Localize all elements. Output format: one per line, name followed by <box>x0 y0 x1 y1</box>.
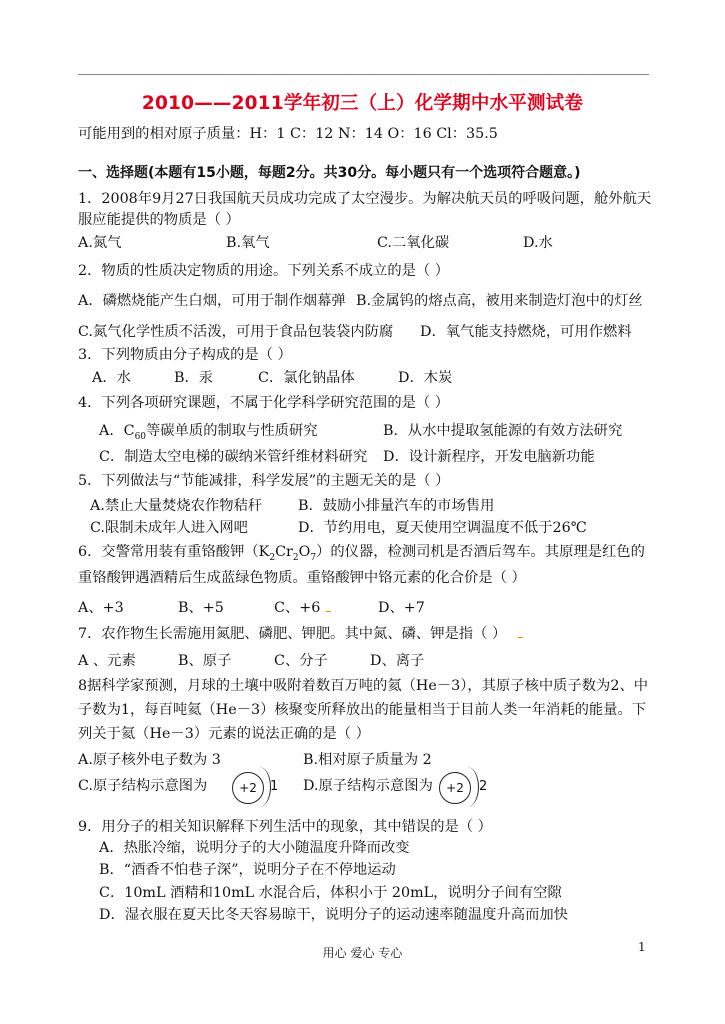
q5-option-b: B．鼓励小排量汽车的市场售用 <box>298 498 495 514</box>
q1-option-b: B.氧气 <box>226 235 270 251</box>
q1-option-c: C.二氧化碳 <box>377 235 450 251</box>
q1-stem-line2: 服应能提供的物质是（ ） <box>78 212 240 228</box>
q8-stem-line1: 8据科学家预测，月球的土壤中吸附着数百万吨的氦（He－3），其原子核中质子数为2、中 <box>78 678 649 694</box>
q2-option-c: C.氮气化学性质不活泼，可用于食品包装袋内防腐 <box>78 324 394 340</box>
q6-option-d: D、+7 <box>378 600 425 616</box>
q5-stem: 5．下列做法与“节能减排，科学发展”的主题无关的是（ ） <box>78 473 450 489</box>
q8-option-c: C.原子结构示意图为 <box>78 778 208 794</box>
q6-option-a: A、+3 <box>78 600 124 616</box>
decorative-mark <box>326 611 331 612</box>
q8-option-a: A.原子核外电子数为 3 <box>78 752 221 768</box>
q5-option-d: D．节约用电，夏天使用空调温度不低于26℃ <box>298 520 587 536</box>
q5-option-c: C.限制未成年人进入网吧 <box>90 520 248 536</box>
q8-c-nucleus: +2 <box>232 772 264 804</box>
q2-option-d: D．氧气能支持燃烧，可用作燃料 <box>420 324 632 340</box>
page-number: 1 <box>638 940 646 954</box>
q3-option-d: D．木炭 <box>398 370 453 386</box>
page-title: 2010——2011学年初三（上）化学期中水平测试卷 <box>141 93 584 114</box>
q4-option-c: C．制造太空电梯的碳纳米管纤维材料研究 <box>99 449 368 465</box>
q6-option-b: B、+5 <box>178 600 224 616</box>
page-footer: 用心 爱心 专心 <box>322 946 403 960</box>
q8-d-electron-shell <box>456 767 479 807</box>
q7-option-a: A 、元素 <box>78 653 136 669</box>
q7-option-c: C、分子 <box>274 653 328 669</box>
q8-stem-line2: 子数为1，每百吨氦（He－3）核聚变所释放出的能量相当于目前人类一年消耗的能量。下 <box>78 702 647 718</box>
q8-d-nucleus: +2 <box>439 772 471 804</box>
q2-option-b: B.金属钨的熔点高，被用来制造灯泡中的灯丝 <box>356 293 643 309</box>
q7-stem: 7．农作物生长需施用氮肥、磷肥、钾肥。其中氮、磷、钾是指（ ） <box>78 626 507 642</box>
q1-option-a: A.氮气 <box>78 235 122 251</box>
q1-option-d: D.水 <box>523 235 553 251</box>
q8-c-electron-shell <box>248 767 271 807</box>
q9-stem: 9．用分子的相关知识解释下列生活中的现象，其中错误的是（ ） <box>78 819 492 835</box>
q3-option-a: A．水 <box>92 370 131 386</box>
q6-stem-line2: 重铬酸钾遇酒精后生成蓝绿色物质。重铬酸钾中铬元素的化合价是（ ） <box>78 570 526 586</box>
q8-stem-line3: 列关于氦（He－3）元素的说法正确的是（ ） <box>78 726 370 742</box>
q9-option-d: D．湿衣服在夏天比冬天容易晾干，说明分子的运动速率随温度升高而加快 <box>99 907 568 923</box>
header-rule <box>78 74 649 75</box>
q8-option-b: B.相对原子质量为 2 <box>303 752 432 768</box>
atomic-masses-line: 可能用到的相对原子质量：H：1 C：12 N：14 O：16 Cl：35.5 <box>78 126 498 142</box>
q3-option-b: B．汞 <box>174 370 214 386</box>
q8-d-electron-count: 2 <box>479 779 488 794</box>
q8-c-electron-count: 1 <box>270 779 279 794</box>
q4-option-d: D．设计新程序，开发电脑新功能 <box>383 449 595 465</box>
q4-option-a: A．$C_{60}$等碳单质的制取与性质研究 <box>99 423 318 442</box>
q3-option-c: C．氯化钠晶体 <box>258 370 355 386</box>
q6-option-c: C、+6 <box>274 600 321 616</box>
q4-option-b: B．从水中提取氢能源的有效方法研究 <box>383 423 623 439</box>
q1-stem-line1: 1．2008年9月27日我国航天员成功完成了太空漫步。为解决航天员的呼吸问题，舱外航天 <box>78 191 652 207</box>
q5-option-a: A.禁止大量焚烧农作物秸秆 <box>90 498 263 514</box>
section-heading: 一、选择题(本题有15小题，每题2分。共30分。每小题只有一个选项符合题意。) <box>78 165 581 181</box>
q7-option-d: D、离子 <box>370 653 425 669</box>
q9-option-c: C．10mL 酒精和10mL 水混合后，体积小于 20mL，说明分子间有空隙 <box>99 885 562 901</box>
q4-stem: 4．下列各项研究课题，不属于化学科学研究范围的是（ ） <box>78 395 450 411</box>
q2-option-a: A．磷燃烧能产生白烟，可用于制作烟幕弹 <box>78 293 346 309</box>
q3-stem: 3．下列物质由分子构成的是（ ） <box>78 347 292 363</box>
q7-option-b: B、原子 <box>178 653 232 669</box>
q9-option-b: B．“酒香不怕巷子深”，说明分子在不停地运动 <box>99 862 396 878</box>
q8-option-d: D.原子结构示意图为 <box>303 778 433 794</box>
q9-option-a: A．热胀冷缩，说明分子的大小随温度升降而改变 <box>99 840 410 856</box>
q2-stem: 2．物质的性质决定物质的用途。下列关系不成立的是（ ） <box>78 263 450 279</box>
q6-stem-line1: 6．交警常用装有重铬酸钾$(K_2Cr_2O_7)$的仪器，检测司机是否酒后驾车。其原理是红色的 <box>78 544 645 563</box>
decorative-mark <box>518 637 523 638</box>
